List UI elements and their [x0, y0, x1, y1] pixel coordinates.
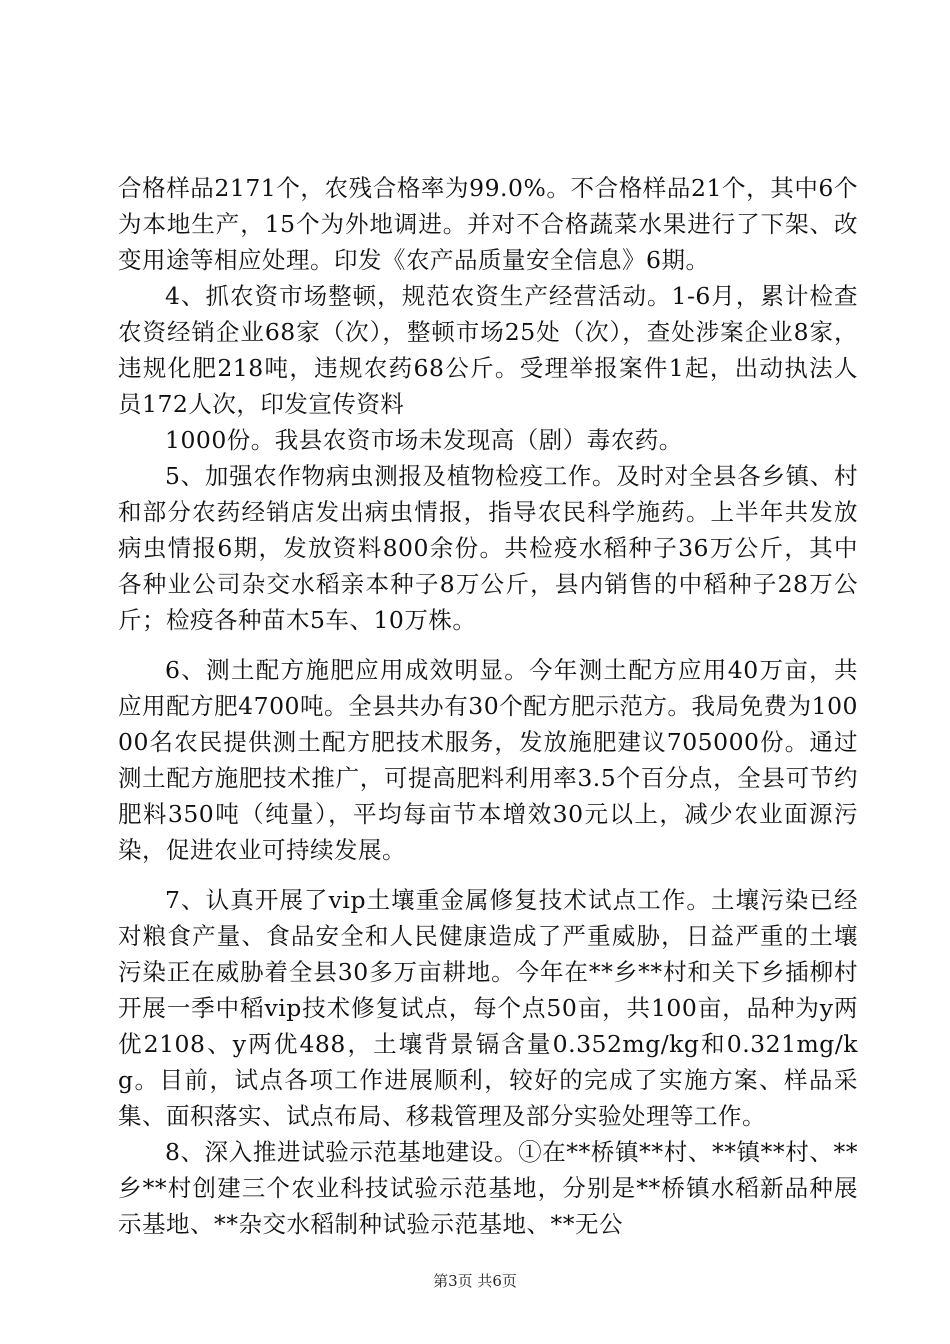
document-body — [118, 170, 858, 1242]
page-number-footer: 第3页 共6页 — [433, 1272, 517, 1290]
paragraph-item-8: 8、深入推进试验示范基地建设。①在**桥镇**村、**镇**村、**乡**村创建三个农业科技试验示范基地，分别是**桥镇水稻新品种展示基地、**杂交水稻制种试验示范基地、**无公 — [118, 1138, 858, 1238]
paragraph-item-5: 5、加强农作物病虫测报及植物检疫工作。及时对全县各乡镇、村和部分农药经销店发出病虫情报，指导农民科学施药。上半年共发放病虫情报6期，发放资料800余份。共检疫水稻种子36万公斤，其中各种业公司杂交水稻亲本种子8万公斤，县内销售的中稻种子28万公斤；检疫各种苗木5车、10万株。 — [118, 462, 858, 634]
paragraph-item-6: 6、测土配方施肥应用成效明显。今年测土配方应用40万亩，共应用配方肥4700吨。全县共办有30个配方肥示范方。我局免费为10000名农民提供测土配方肥技术服务，发放施肥建议705000份。通过测土配方施肥技术推广，可提高肥料利用率3.5个百分点，全县可节约肥料350吨（纯量），平均每亩节本增效30元以上，减少农业面源污染，促进农业可持续发展。 — [118, 656, 858, 864]
paragraph-item-4: 4、抓农资市场整顿，规范农资生产经营活动。1-6月，累计检查农资经销企业68家（次），整顿市场25处（次），查处涉案企业8家，违规化肥218吨，违规农药68公斤。受理举报案件1起，出动执法人员172人次，印发宣传资料 — [118, 282, 858, 418]
paragraph-item-4-tail: 1000份。我县农资市场未发现高（剧）毒农药。 — [165, 426, 683, 454]
paragraph-item-7: 7、认真开展了vip土壤重金属修复技术试点工作。土壤污染已经对粮食产量、食品安全和人民健康造成了严重威胁，日益严重的土壤污染正在威胁着全县30多万亩耕地。今年在**乡**村和关下乡插柳村开展一季中稻vip技术修复试点，每个点50亩，共100亩，品种为y两优2108、y两优488，土壤背景镉含量0.352mg/kg和0.321mg/kg。目前，试点各项工作进展顺利，较好的完成了实施方案、样品采集、面积落实、试点布局、移栽管理及部分实验处理等工作。 — [118, 886, 858, 1130]
paragraph-continuation: 合格样品2171个，农残合格率为99.0%。不合格样品21个，其中6个为本地生产，15个为外地调进。并对不合格蔬菜水果进行了下架、改变用途等相应处理。印发《农产品质量安全信息》6期。 — [118, 174, 858, 274]
